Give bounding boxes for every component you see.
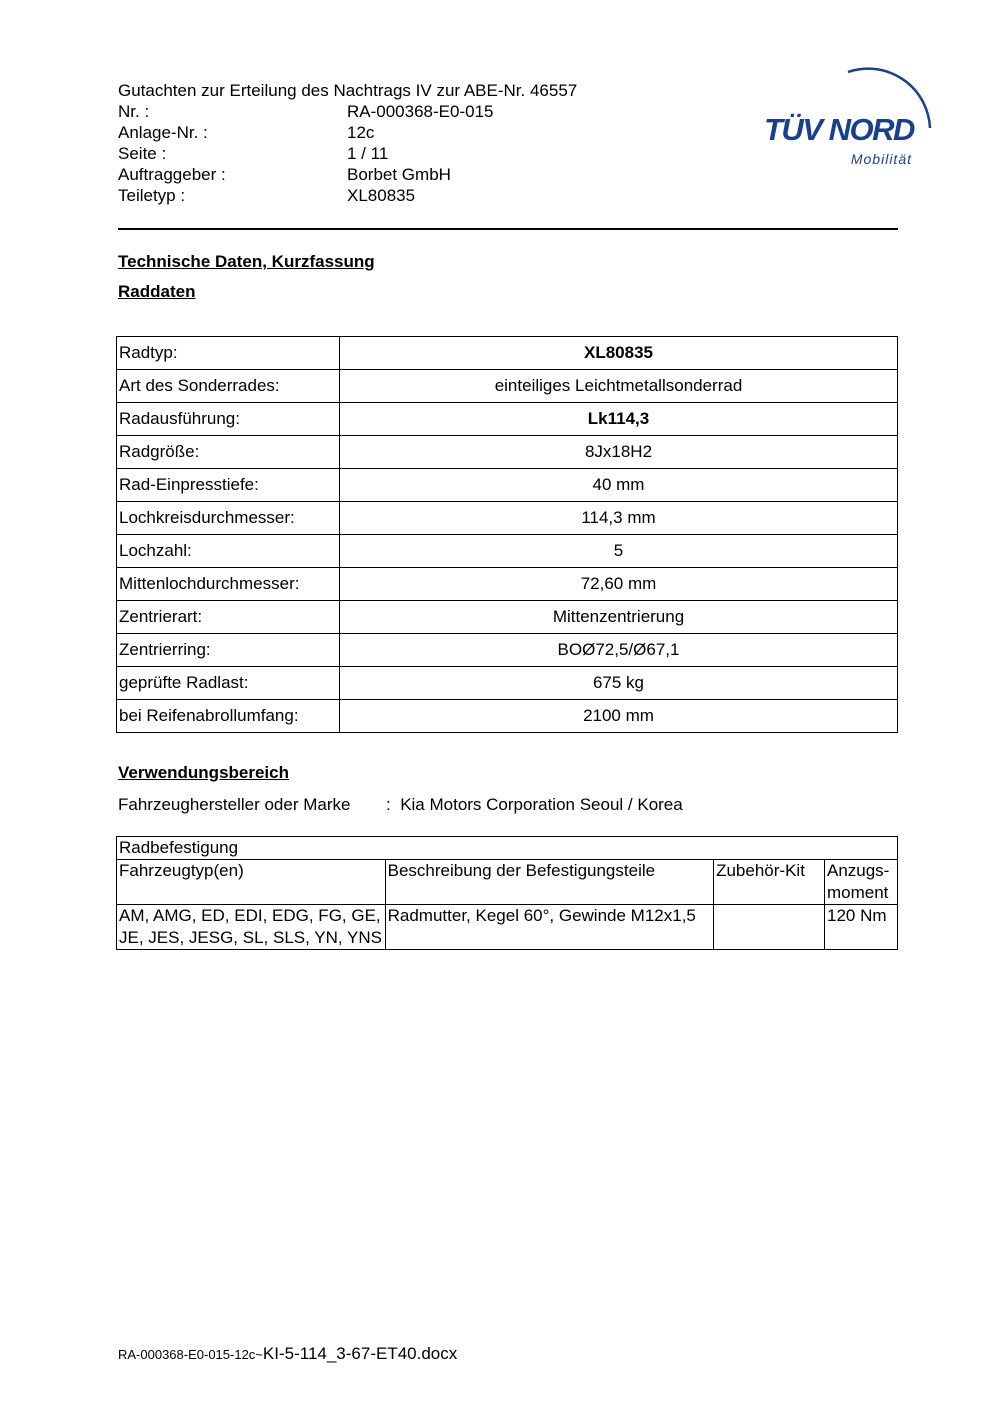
header-field-anlage xyxy=(118,122,678,143)
row-label: Zentrierring: xyxy=(117,634,340,667)
table-row xyxy=(117,700,898,733)
row-label: Lochzahl: xyxy=(117,535,340,568)
header-field-nr xyxy=(118,101,678,122)
row-label: Radausführung: xyxy=(117,403,340,436)
row-label: bei Reifenabrollumfang: xyxy=(117,700,340,733)
row-label: Mittenlochdurchmesser: xyxy=(117,568,340,601)
header-field-value: 1 / 11 xyxy=(347,144,389,163)
table-title-row xyxy=(117,837,898,860)
table-title: Radbefestigung xyxy=(117,837,898,860)
manufacturer-separator: : xyxy=(386,795,391,814)
row-label: Zentrierart: xyxy=(117,601,340,634)
radbefestigung-table xyxy=(116,836,898,950)
row-label: Art des Sonderrades: xyxy=(117,370,340,403)
document-title: Gutachten zur Erteilung des Nachtrags IV zur ABE-Nr. 46557 xyxy=(118,81,578,100)
header-field-label: Auftraggeber : xyxy=(118,165,226,184)
row-value: 5 xyxy=(340,535,898,568)
row-value: 114,3 mm xyxy=(340,502,898,535)
row-label: Lochkreisdurchmesser: xyxy=(117,502,340,535)
row-label: Radgröße: xyxy=(117,436,340,469)
tuev-nord-logo xyxy=(760,58,945,173)
row-value: XL80835 xyxy=(340,337,898,370)
table-row xyxy=(117,601,898,634)
table-row xyxy=(117,502,898,535)
row-value: 8Jx18H2 xyxy=(340,436,898,469)
cell-beschreibung: Radmutter, Kegel 60°, Gewinde M12x1,5 xyxy=(385,905,713,950)
row-label: Radtyp: xyxy=(117,337,340,370)
cell-zubehoer-kit xyxy=(714,905,825,950)
row-value: einteiliges Leichtmetallsonderrad xyxy=(340,370,898,403)
header-divider xyxy=(118,228,898,230)
manufacturer-line xyxy=(118,795,683,815)
header-field-value: RA-000368-E0-015 xyxy=(347,102,494,121)
section-heading-raddaten: Raddaten xyxy=(118,282,196,301)
column-header-beschreibung: Beschreibung der Befestigungsteile xyxy=(385,860,713,905)
table-row xyxy=(117,667,898,700)
table-header-row xyxy=(117,860,898,905)
row-value: Lk114,3 xyxy=(340,403,898,436)
table-row xyxy=(117,370,898,403)
manufacturer-label: Fahrzeughersteller oder Marke xyxy=(118,795,351,814)
header-field-teiletyp xyxy=(118,185,678,206)
footer-file-suffix: KI-5-114_3-67-ET40.docx xyxy=(262,1344,458,1363)
raddaten-table xyxy=(116,336,898,733)
row-value: Mittenzentrierung xyxy=(340,601,898,634)
column-header-fahrzeugtyp: Fahrzeugtyp(en) xyxy=(117,860,386,905)
row-label: geprüfte Radlast: xyxy=(117,667,340,700)
row-value: 675 kg xyxy=(340,667,898,700)
header-field-value: Borbet GmbH xyxy=(347,165,451,184)
logo-brand-text: TÜV NORD xyxy=(764,112,914,147)
section-heading-technische-daten: Technische Daten, Kurzfassung xyxy=(118,252,375,271)
header-field-label: Seite : xyxy=(118,144,167,163)
footer-file-prefix: RA-000368-E0-015-12c~ xyxy=(118,1347,263,1362)
header-field-value: XL80835 xyxy=(347,186,416,205)
table-row xyxy=(117,469,898,502)
row-value: BOØ72,5/Ø67,1 xyxy=(340,634,898,667)
header-field-label: Anlage-Nr. : xyxy=(118,123,208,142)
document-header xyxy=(118,80,678,206)
header-field-seite xyxy=(118,143,678,164)
row-label: Rad-Einpresstiefe: xyxy=(117,469,340,502)
table-row xyxy=(117,337,898,370)
table-row xyxy=(117,403,898,436)
header-field-auftraggeber xyxy=(118,164,678,185)
manufacturer-value: Kia Motors Corporation Seoul / Korea xyxy=(400,795,683,814)
row-value: 72,60 mm xyxy=(340,568,898,601)
table-row xyxy=(117,905,898,950)
cell-anzugsmoment: 120 Nm xyxy=(824,905,897,950)
table-row xyxy=(117,535,898,568)
column-header-zubehoer-kit: Zubehör-Kit xyxy=(714,860,825,905)
column-header-anzugsmoment: Anzugs-moment xyxy=(824,860,897,905)
logo-tagline: Mobilität xyxy=(850,151,912,167)
table-row xyxy=(117,568,898,601)
table-row xyxy=(117,436,898,469)
header-field-label: Teiletyp : xyxy=(118,186,186,205)
table-row xyxy=(117,634,898,667)
row-value: 2100 mm xyxy=(340,700,898,733)
cell-fahrzeugtypen: AM, AMG, ED, EDI, EDG, FG, GE, JE, JES, JESG, SL, SLS, YN, YNS xyxy=(117,905,386,950)
document-footer xyxy=(118,1344,457,1364)
header-field-label: Nr. : xyxy=(118,102,150,121)
section-heading-verwendungsbereich: Verwendungsbereich xyxy=(118,763,289,782)
header-field-value: 12c xyxy=(347,123,375,142)
row-value: 40 mm xyxy=(340,469,898,502)
